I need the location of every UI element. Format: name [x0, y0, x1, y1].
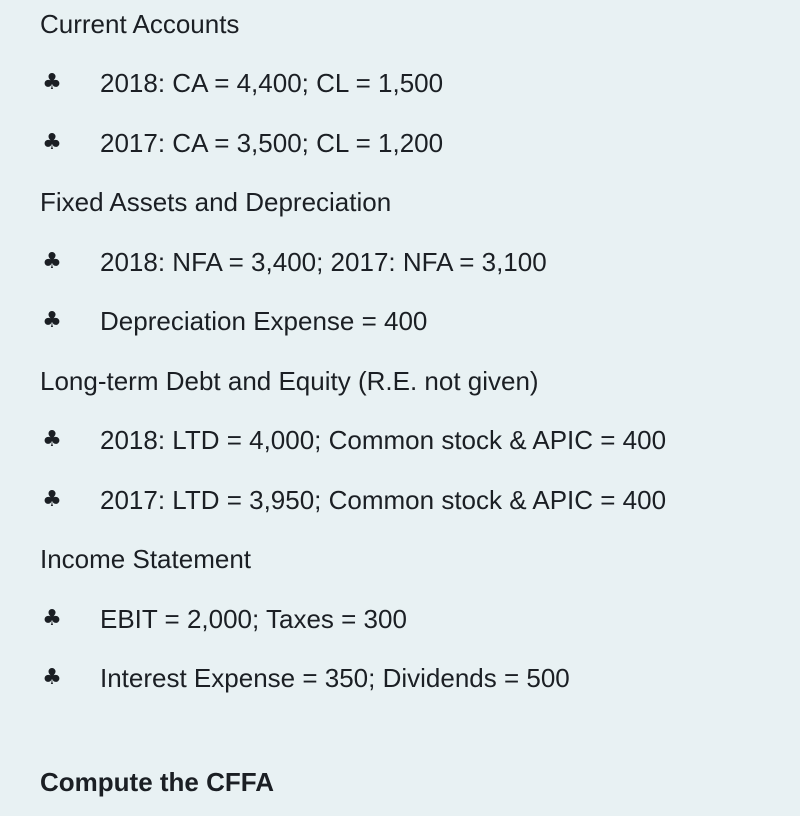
club-bullet-icon: ♣ — [42, 427, 62, 452]
section-heading-long-term-debt: Long-term Debt and Equity (R.E. not given) — [40, 366, 539, 396]
list-item — [0, 305, 800, 337]
task-heading: Compute the CFFA — [40, 767, 274, 797]
club-bullet-icon: ♣ — [42, 130, 62, 155]
list-item — [0, 662, 800, 694]
club-bullet-icon: ♣ — [42, 665, 62, 690]
section-heading-current-accounts: Current Accounts — [40, 9, 240, 39]
list-item — [0, 603, 800, 635]
list-item — [0, 424, 800, 456]
list-item — [0, 484, 800, 516]
club-bullet-icon: ♣ — [42, 308, 62, 333]
list-item-text: 2018: LTD = 4,000; Common stock & APIC = 400 — [100, 425, 667, 455]
club-bullet-icon: ♣ — [42, 249, 62, 274]
list-item-text: EBIT = 2,000; Taxes = 300 — [100, 604, 407, 634]
list-item — [0, 127, 800, 159]
club-bullet-icon: ♣ — [42, 70, 62, 95]
list-item — [0, 246, 800, 278]
list-item-text: 2018: NFA = 3,400; 2017: NFA = 3,100 — [100, 247, 547, 277]
list-item-text: 2017: CA = 3,500; CL = 1,200 — [100, 128, 444, 158]
list-item-text: Depreciation Expense = 400 — [100, 306, 428, 336]
list-item — [0, 67, 800, 99]
club-bullet-icon: ♣ — [42, 487, 62, 512]
section-heading-income-statement: Income Statement — [40, 544, 251, 574]
list-item-text: 2018: CA = 4,400; CL = 1,500 — [100, 68, 444, 98]
list-item-text: 2017: LTD = 3,950; Common stock & APIC = 400 — [100, 485, 667, 515]
list-item-text: Interest Expense = 350; Dividends = 500 — [100, 663, 570, 693]
club-bullet-icon: ♣ — [42, 606, 62, 631]
section-heading-fixed-assets: Fixed Assets and Depreciation — [40, 187, 392, 217]
